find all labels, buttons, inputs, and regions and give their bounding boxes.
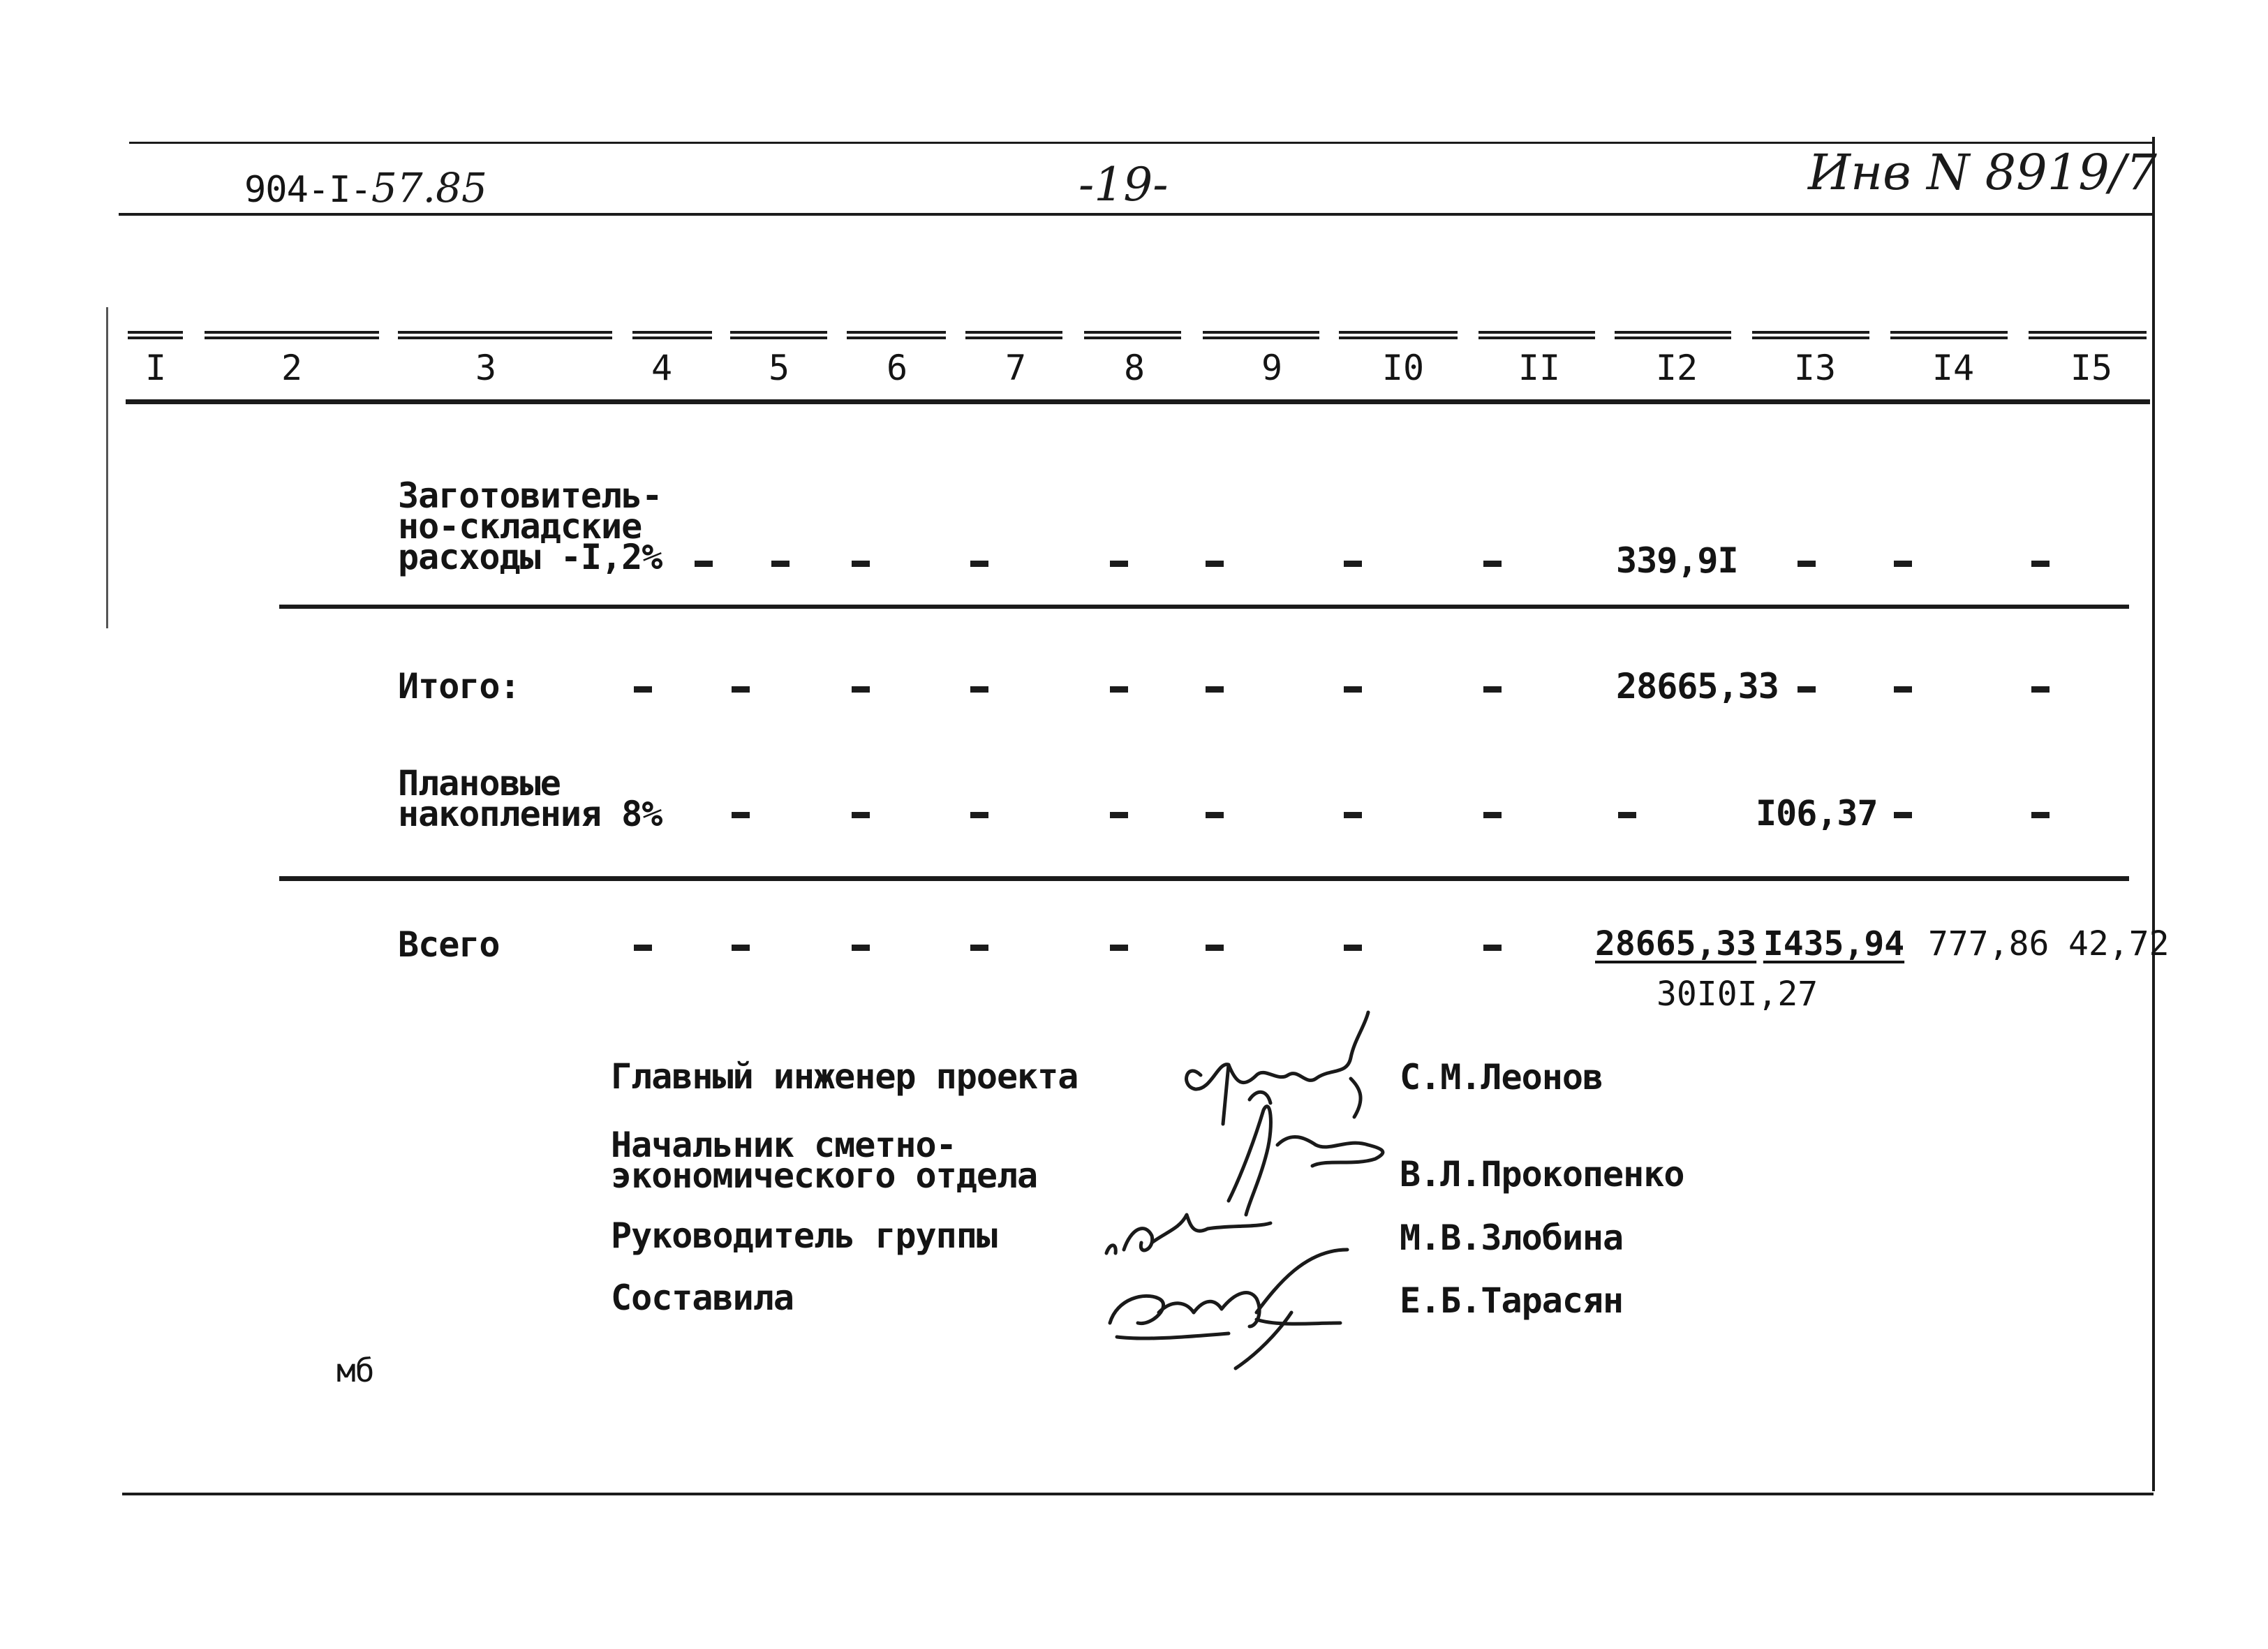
sig-role-compiled-by: Составила [611,1278,794,1318]
signature-prokopenko [1229,1092,1383,1215]
sig-name-group-lead: М.В.Злобина [1400,1218,1624,1258]
page-number: -19- [1079,158,1169,212]
row-vsego-grand-total: 30I0I,27 [1656,975,1818,1014]
col-header-13: I3 [1793,348,1837,388]
row-itogo-label: Итого: [398,666,520,707]
col-header-3: 3 [475,348,497,388]
col-header-8: 8 [1123,348,1146,388]
col-header-12: I2 [1655,348,1698,388]
col-header-7: 7 [1005,348,1027,388]
row-planovye-col13: I06,37 [1756,793,1878,834]
col-header-10: I0 [1381,348,1425,388]
row-zagotov-label-line3: расходы -I,2% [398,537,662,577]
sig-name-head-estimates: В.Л.Прокопенко [1400,1154,1684,1195]
row-vsego-col14: 777,86 [1928,924,2050,963]
row-zagotov-col12: 339,9I [1616,540,1738,581]
footer-mark: мб [336,1352,374,1389]
signature-tarasyan [1110,1250,1347,1368]
col-header-11: II [1518,348,1561,388]
col-header-9: 9 [1261,348,1283,388]
doc-code-suffix: 57.85 [371,164,487,212]
sig-role-head-estimates-line1: Начальник сметно- [611,1125,956,1165]
sig-name-chief-engineer: С.М.Леонов [1400,1057,1603,1097]
col-header-6: 6 [886,348,908,388]
row-vsego-col13: I435,94 [1763,924,1905,963]
row-vsego-col15: 42,72 [2068,924,2170,963]
signature-leonov [1187,1012,1368,1124]
row-vsego-label: Всего [398,924,500,965]
signature-zlobina [1106,1215,1270,1253]
col-header-4: 4 [651,348,673,388]
col-header-5: 5 [768,348,790,388]
sig-role-head-estimates-line2: экономического отдела [611,1155,1038,1196]
inventory-number: Инв N 8919/7 [1808,144,2157,201]
row-itogo-col12: 28665,33 [1616,666,1779,707]
sig-name-compiled-by: Е.Б.Тарасян [1400,1280,1624,1321]
row-planovye-label-line1: Плановые [398,763,561,804]
doc-code-prefix: 904-I- [244,169,371,211]
sig-role-chief-engineer: Главный инженер проекта [611,1056,1079,1097]
col-header-15: I5 [2070,348,2113,388]
sig-role-group-lead: Руководитель группы [611,1215,997,1256]
row-zagotov-label-line2: но-складские [398,506,642,547]
row-vsego-col12: 28665,33 [1595,924,1757,963]
col-header-1: I [144,348,167,388]
col-header-2: 2 [281,348,303,388]
row-zagotov-label-line1: Заготовитель- [398,475,662,516]
row-planovye-label-line2: накопления 8% [398,794,662,834]
col-header-14: I4 [1932,348,1975,388]
